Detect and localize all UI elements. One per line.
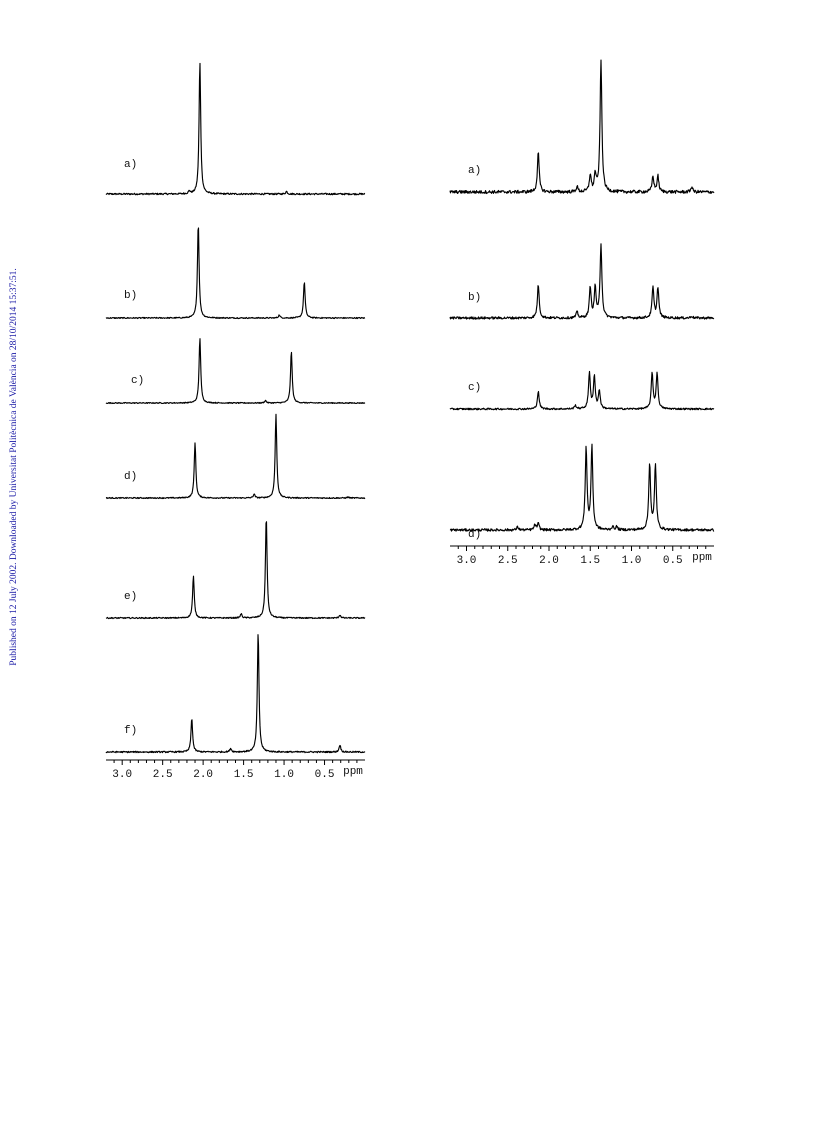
x-tick-label-left: 2.5 [152,769,173,781]
x-tick-label-left: 2.0 [193,769,214,781]
panel-label-left-2: b) [124,290,138,302]
spectrum-trace-right-3 [450,371,714,409]
x-tick-label-right: 1.0 [621,555,642,567]
x-tick-label-left: 1.5 [233,769,254,781]
x-axis-unit-label-right: ppm [692,552,712,564]
spectra-group-right [450,60,714,567]
panel-label-left-3: c) [131,375,145,387]
x-tick-label-left: 0.5 [314,769,335,781]
x-axis-unit-label-left: ppm [343,766,363,778]
panel-label-right-3: c) [468,382,482,394]
x-tick-label-right: 1.5 [580,555,601,567]
panel-label-right-2: b) [468,292,482,304]
x-tick-label-right: 2.5 [497,555,518,567]
panel-label-left-1: a) [124,159,138,171]
spectra-group-left [106,63,365,781]
x-tick-label-left: 1.0 [274,769,294,781]
x-tick-label-right: 3.0 [456,555,477,567]
x-tick-label-right: 2.0 [539,555,559,567]
panel-label-right-4: d) [468,529,482,541]
x-tick-label-right: 0.5 [662,555,683,567]
panel-label-left-4: d) [124,471,138,483]
x-tick-label-left: 3.0 [112,769,133,781]
panel-label-left-5: e) [124,591,138,603]
download-watermark-text: Published on 12 July 2002. Downloaded by Universitat Politècnica de València on 28/10/2014 15:37:51. [9,268,19,666]
spectrum-trace-left-4 [106,414,365,498]
spectrum-trace-left-5 [106,522,365,619]
spectrum-trace-right-1 [450,60,714,193]
spectrum-trace-right-2 [450,244,714,319]
spectrum-trace-left-3 [106,339,365,404]
spectrum-trace-left-6 [106,635,365,753]
panel-label-left-6: f) [124,725,138,737]
spectrum-trace-left-2 [106,228,365,319]
panel-label-right-1: a) [468,165,482,177]
spectrum-trace-left-1 [106,63,365,194]
spectrum-trace-right-4 [450,444,714,531]
